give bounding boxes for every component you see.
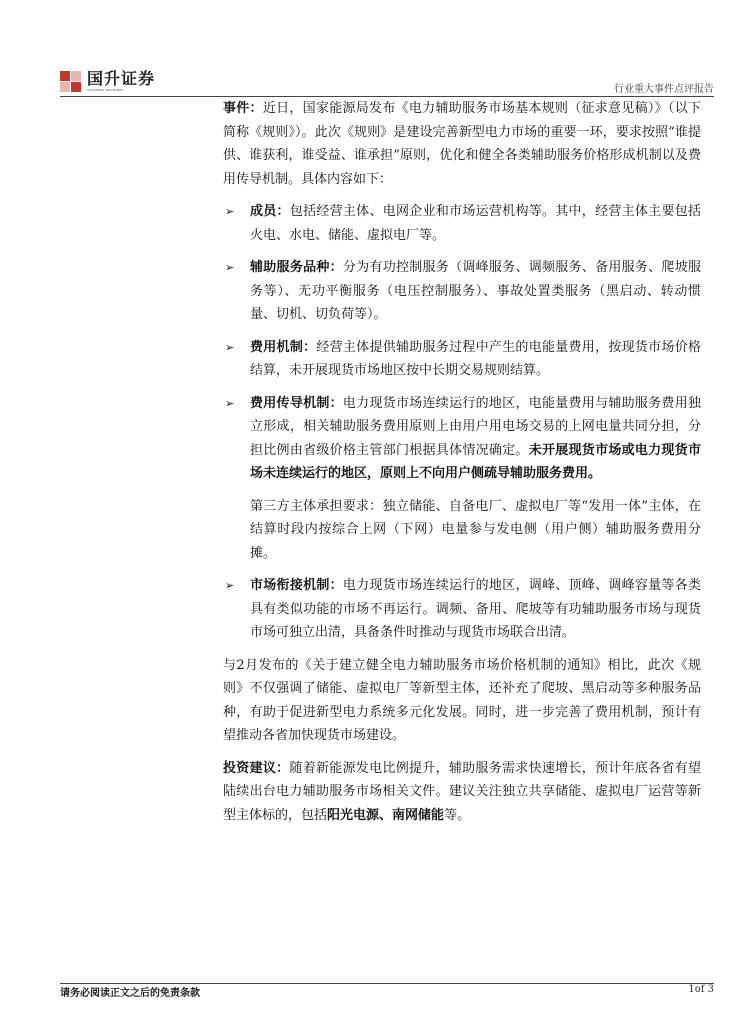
stock-separator: 、 bbox=[379, 807, 393, 823]
bullet-text: 分为有功控制服务（调峰服务、调频服务、备用服务、爬坡服务等）、无功平衡服务（电压控制服务）、事故处置类服务（黑启动、转动惯量、切机、切负荷等）。 bbox=[250, 260, 701, 322]
bullet-label: 费用机制： bbox=[250, 339, 317, 355]
arrow-bullet-icon: ➢ bbox=[225, 396, 235, 410]
logo-mark-icon bbox=[60, 71, 81, 92]
company-logo bbox=[60, 70, 155, 96]
bullet-label: 成员： bbox=[250, 204, 290, 219]
bullet-text: 电力现货市场连续运行的地区，调峰、顶峰、调峰容量等各类具有类似功能的市场不再运行。调频、备用、爬坡等有功辅助服务市场与现货市场可独立出清，具备条件时推动与现货市场联合出清。 bbox=[250, 578, 701, 640]
arrow-bullet-icon: ➢ bbox=[225, 340, 235, 354]
report-body bbox=[223, 97, 701, 836]
list-item-cost-mechanism bbox=[223, 336, 701, 383]
investment-text: 随着新能源发电比例提升，辅助服务需求快速增长，预计年底各省有望陆续出台电力辅助服务市场相关文件。建议关注独立共享储能、虚拟电厂运营等新型主体标的，包括 bbox=[223, 760, 701, 823]
bullet-text: 经营主体提供辅助服务过程中产生的电能量费用，按现货市场价格结算，未开展现货市场地区按中长期交易规则结算。 bbox=[250, 339, 701, 378]
logo-name: 国升证券 bbox=[87, 69, 156, 88]
logo-subtitle: GUOSHENG SECURITIES bbox=[87, 88, 124, 92]
bullet-label: 市场衔接机制： bbox=[250, 578, 343, 593]
investment-end: 等。 bbox=[444, 807, 471, 823]
list-item-market-link bbox=[223, 574, 701, 645]
bullet-text: 电力现货市场连续运行的地区，电能量费用与辅助服务费用独立形成，相关辅助服务费用原则上由用户用电场交易的上网电量共同分担，分担比例由省级价格主管部门根据具体情况确定。 bbox=[250, 395, 701, 458]
stock-name: 南网储能 bbox=[392, 807, 445, 823]
bullet-bold-tail: 未开展现货市场或电力现货市场未连续运行的地区，原则上不向用户侧疏导辅助服务费用。 bbox=[250, 442, 701, 481]
comparison-paragraph: 与2月发布的《关于建立健全电力辅助服务市场价格机制的通知》相比，此次《规则》不仅强调了储能、虚拟电厂等新型主体，还补充了爬坡、黑启动等多种服务品种，有助于促进新型电力系统多元化发展。同时，进一步完善了费用机制，预计有望推动各省加快现货市场建设。 bbox=[223, 657, 701, 743]
bullet-text: 包括经营主体、电网企业和市场运营机构等。其中，经营主体主要包括火电、水电、储能、虚拟电厂等。 bbox=[250, 204, 701, 243]
event-label: 事件： bbox=[223, 101, 263, 116]
list-item-members bbox=[223, 200, 701, 247]
stock-name: 阳光电源 bbox=[327, 807, 380, 823]
list-item-service-types bbox=[223, 256, 701, 327]
third-party-paragraph: 第三方主体承担要求：独立储能、自备电厂、虚拟电厂等“发用一体”主体，在结算时段内按综合上网（下网）电量参与发电侧（用户侧）辅助服务费用分摊。 bbox=[250, 498, 701, 561]
rules-list bbox=[223, 200, 701, 486]
arrow-bullet-icon: ➢ bbox=[225, 205, 235, 218]
report-type: 行业重大事件点评报告 bbox=[614, 84, 714, 95]
investment-label: 投资建议： bbox=[223, 760, 290, 776]
list-item-cost-transmission bbox=[223, 392, 701, 486]
arrow-bullet-icon: ➢ bbox=[225, 579, 235, 592]
investment-paragraph bbox=[223, 757, 701, 828]
bullet-label: 费用传导机制： bbox=[250, 395, 343, 411]
page-header bbox=[60, 70, 714, 96]
event-text: 近日，国家能源局发布《电力辅助服务市场基本规则（征求意见稿）》（以下简称《规则》）。此次《规则》是建设完善新型电力市场的重要一环，要求按照“谁提供、谁获利，谁受益、谁承担”原则，优化和健全各类辅助服务价格形成机制以及费用传导机制。具体内容如下： bbox=[223, 101, 701, 187]
arrow-bullet-icon: ➢ bbox=[225, 261, 235, 274]
bullet-label: 辅助服务品种： bbox=[250, 260, 343, 275]
event-paragraph bbox=[223, 97, 701, 191]
page-number: 1of 3 bbox=[688, 984, 714, 995]
market-list bbox=[223, 574, 701, 645]
footer-disclaimer: 请务必阅读正文之后的免责条款 bbox=[60, 988, 200, 999]
